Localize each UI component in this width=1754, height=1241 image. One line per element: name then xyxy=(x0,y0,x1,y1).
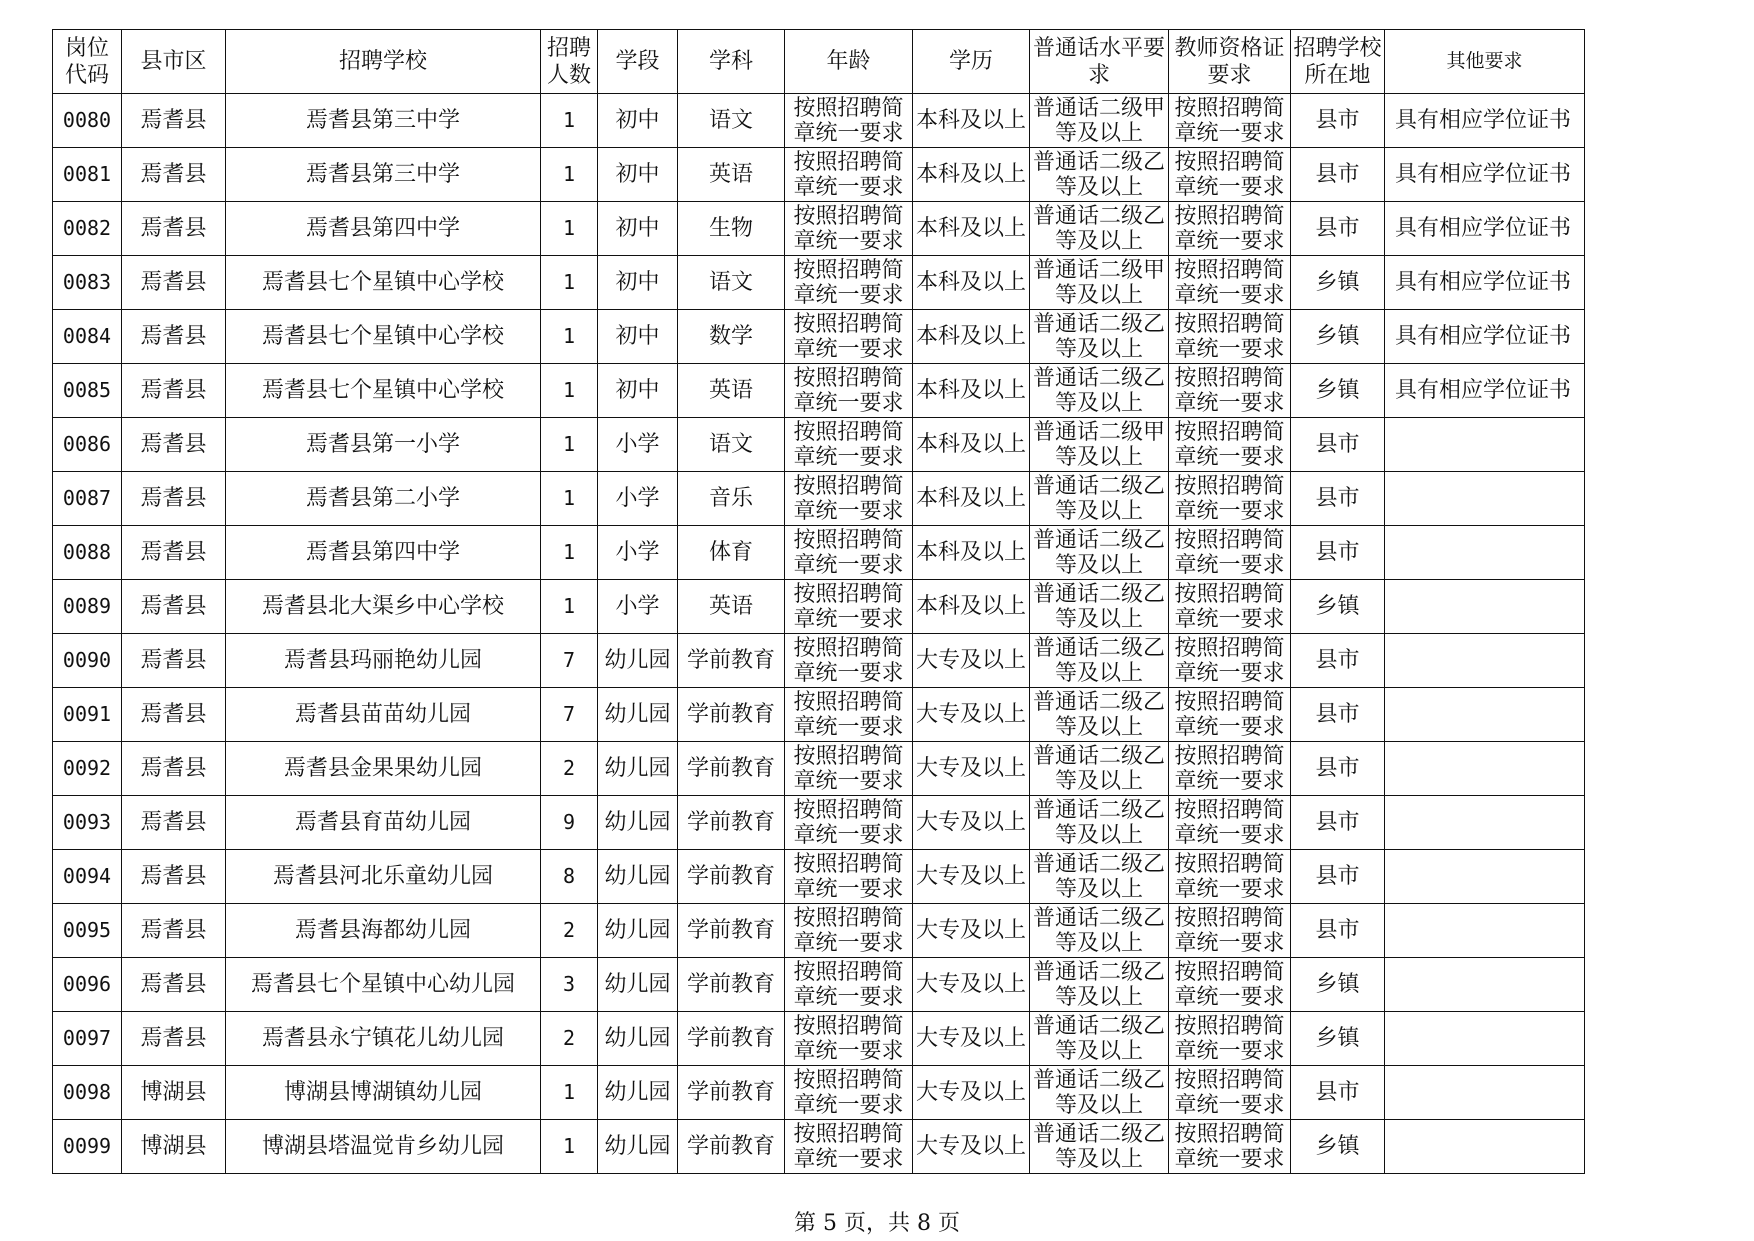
cell-education: 大专及以上 xyxy=(913,742,1030,796)
cell-code: 0083 xyxy=(53,256,122,310)
cell-location: 乡镇 xyxy=(1291,364,1385,418)
cell-age: 按照招聘简章统一要求 xyxy=(785,1120,913,1174)
cell-subject: 学前教育 xyxy=(678,796,785,850)
cell-count: 1 xyxy=(541,580,598,634)
cell-count: 9 xyxy=(541,796,598,850)
cell-other xyxy=(1385,634,1585,688)
cell-county: 焉耆县 xyxy=(122,310,226,364)
header-cell-certificate: 教师资格证要求 xyxy=(1169,30,1291,94)
header-cell-age: 年龄 xyxy=(785,30,913,94)
cell-county: 焉耆县 xyxy=(122,742,226,796)
cell-county: 焉耆县 xyxy=(122,904,226,958)
cell-school: 焉耆县第二小学 xyxy=(226,472,541,526)
cell-age: 按照招聘简章统一要求 xyxy=(785,202,913,256)
cell-other: 具有相应学位证书 xyxy=(1385,256,1585,310)
header-row xyxy=(53,30,1585,94)
cell-stage: 幼儿园 xyxy=(598,634,678,688)
cell-count: 1 xyxy=(541,310,598,364)
cell-other xyxy=(1385,472,1585,526)
cell-stage: 幼儿园 xyxy=(598,1012,678,1066)
cell-school: 焉耆县玛丽艳幼儿园 xyxy=(226,634,541,688)
cell-count: 7 xyxy=(541,688,598,742)
cell-certificate: 按照招聘简章统一要求 xyxy=(1169,742,1291,796)
cell-school: 焉耆县永宁镇花儿幼儿园 xyxy=(226,1012,541,1066)
cell-county: 焉耆县 xyxy=(122,958,226,1012)
cell-code: 0085 xyxy=(53,364,122,418)
cell-subject: 英语 xyxy=(678,148,785,202)
cell-age: 按照招聘简章统一要求 xyxy=(785,904,913,958)
header-cell-code: 岗位代码 xyxy=(53,30,122,94)
cell-count: 1 xyxy=(541,256,598,310)
cell-other xyxy=(1385,1012,1585,1066)
cell-county: 焉耆县 xyxy=(122,202,226,256)
header-cell-county: 县市区 xyxy=(122,30,226,94)
cell-code: 0088 xyxy=(53,526,122,580)
cell-education: 大专及以上 xyxy=(913,688,1030,742)
cell-location: 乡镇 xyxy=(1291,256,1385,310)
cell-stage: 初中 xyxy=(598,310,678,364)
cell-age: 按照招聘简章统一要求 xyxy=(785,418,913,472)
cell-school: 焉耆县七个星镇中心学校 xyxy=(226,310,541,364)
cell-certificate: 按照招聘简章统一要求 xyxy=(1169,1012,1291,1066)
cell-location: 县市 xyxy=(1291,526,1385,580)
cell-age: 按照招聘简章统一要求 xyxy=(785,850,913,904)
cell-education: 大专及以上 xyxy=(913,850,1030,904)
cell-count: 7 xyxy=(541,634,598,688)
cell-education: 本科及以上 xyxy=(913,310,1030,364)
cell-stage: 幼儿园 xyxy=(598,1066,678,1120)
cell-mandarin: 普通话二级乙等及以上 xyxy=(1030,1012,1169,1066)
cell-other xyxy=(1385,1120,1585,1174)
cell-subject: 音乐 xyxy=(678,472,785,526)
cell-mandarin: 普通话二级乙等及以上 xyxy=(1030,148,1169,202)
cell-education: 大专及以上 xyxy=(913,1066,1030,1120)
cell-stage: 小学 xyxy=(598,580,678,634)
cell-code: 0089 xyxy=(53,580,122,634)
cell-certificate: 按照招聘简章统一要求 xyxy=(1169,688,1291,742)
cell-mandarin: 普通话二级乙等及以上 xyxy=(1030,796,1169,850)
cell-subject: 学前教育 xyxy=(678,1066,785,1120)
cell-code: 0090 xyxy=(53,634,122,688)
cell-other: 具有相应学位证书 xyxy=(1385,202,1585,256)
cell-count: 1 xyxy=(541,94,598,148)
cell-school: 焉耆县七个星镇中心幼儿园 xyxy=(226,958,541,1012)
header-cell-education: 学历 xyxy=(913,30,1030,94)
cell-count: 1 xyxy=(541,1120,598,1174)
cell-subject: 数学 xyxy=(678,310,785,364)
cell-county: 焉耆县 xyxy=(122,472,226,526)
cell-county: 博湖县 xyxy=(122,1120,226,1174)
table-row xyxy=(53,580,1585,634)
cell-other: 具有相应学位证书 xyxy=(1385,148,1585,202)
table-row xyxy=(53,634,1585,688)
cell-count: 1 xyxy=(541,148,598,202)
cell-mandarin: 普通话二级乙等及以上 xyxy=(1030,1066,1169,1120)
cell-subject: 学前教育 xyxy=(678,1120,785,1174)
cell-school: 焉耆县第四中学 xyxy=(226,526,541,580)
cell-mandarin: 普通话二级乙等及以上 xyxy=(1030,202,1169,256)
cell-county: 焉耆县 xyxy=(122,1012,226,1066)
cell-certificate: 按照招聘简章统一要求 xyxy=(1169,418,1291,472)
cell-other xyxy=(1385,796,1585,850)
cell-code: 0080 xyxy=(53,94,122,148)
cell-age: 按照招聘简章统一要求 xyxy=(785,94,913,148)
cell-other xyxy=(1385,850,1585,904)
cell-county: 焉耆县 xyxy=(122,526,226,580)
cell-count: 3 xyxy=(541,958,598,1012)
cell-stage: 幼儿园 xyxy=(598,742,678,796)
cell-count: 2 xyxy=(541,742,598,796)
cell-education: 大专及以上 xyxy=(913,904,1030,958)
cell-age: 按照招聘简章统一要求 xyxy=(785,796,913,850)
cell-certificate: 按照招聘简章统一要求 xyxy=(1169,1066,1291,1120)
cell-mandarin: 普通话二级乙等及以上 xyxy=(1030,634,1169,688)
cell-county: 焉耆县 xyxy=(122,850,226,904)
cell-mandarin: 普通话二级甲等及以上 xyxy=(1030,418,1169,472)
cell-certificate: 按照招聘简章统一要求 xyxy=(1169,1120,1291,1174)
cell-stage: 幼儿园 xyxy=(598,688,678,742)
cell-subject: 学前教育 xyxy=(678,904,785,958)
cell-education: 大专及以上 xyxy=(913,1012,1030,1066)
cell-age: 按照招聘简章统一要求 xyxy=(785,688,913,742)
cell-stage: 幼儿园 xyxy=(598,796,678,850)
cell-education: 大专及以上 xyxy=(913,796,1030,850)
cell-location: 县市 xyxy=(1291,850,1385,904)
cell-location: 县市 xyxy=(1291,796,1385,850)
cell-age: 按照招聘简章统一要求 xyxy=(785,256,913,310)
cell-location: 县市 xyxy=(1291,742,1385,796)
cell-school: 焉耆县七个星镇中心学校 xyxy=(226,256,541,310)
cell-education: 大专及以上 xyxy=(913,958,1030,1012)
cell-code: 0099 xyxy=(53,1120,122,1174)
cell-mandarin: 普通话二级乙等及以上 xyxy=(1030,742,1169,796)
cell-stage: 小学 xyxy=(598,418,678,472)
cell-mandarin: 普通话二级乙等及以上 xyxy=(1030,472,1169,526)
cell-subject: 语文 xyxy=(678,256,785,310)
cell-subject: 学前教育 xyxy=(678,1012,785,1066)
cell-subject: 语文 xyxy=(678,94,785,148)
table-row xyxy=(53,904,1585,958)
cell-subject: 学前教育 xyxy=(678,850,785,904)
table-row xyxy=(53,850,1585,904)
cell-stage: 幼儿园 xyxy=(598,904,678,958)
cell-count: 1 xyxy=(541,472,598,526)
cell-location: 县市 xyxy=(1291,94,1385,148)
cell-code: 0086 xyxy=(53,418,122,472)
cell-mandarin: 普通话二级乙等及以上 xyxy=(1030,958,1169,1012)
cell-certificate: 按照招聘简章统一要求 xyxy=(1169,526,1291,580)
cell-code: 0082 xyxy=(53,202,122,256)
cell-certificate: 按照招聘简章统一要求 xyxy=(1169,202,1291,256)
table-row xyxy=(53,526,1585,580)
cell-stage: 初中 xyxy=(598,148,678,202)
cell-mandarin: 普通话二级乙等及以上 xyxy=(1030,364,1169,418)
cell-education: 本科及以上 xyxy=(913,202,1030,256)
cell-mandarin: 普通话二级甲等及以上 xyxy=(1030,94,1169,148)
cell-certificate: 按照招聘简章统一要求 xyxy=(1169,580,1291,634)
cell-education: 本科及以上 xyxy=(913,364,1030,418)
cell-education: 本科及以上 xyxy=(913,148,1030,202)
cell-school: 焉耆县河北乐童幼儿园 xyxy=(226,850,541,904)
cell-subject: 英语 xyxy=(678,364,785,418)
cell-location: 县市 xyxy=(1291,202,1385,256)
cell-mandarin: 普通话二级乙等及以上 xyxy=(1030,526,1169,580)
table-row xyxy=(53,688,1585,742)
cell-county: 焉耆县 xyxy=(122,580,226,634)
cell-code: 0092 xyxy=(53,742,122,796)
cell-age: 按照招聘简章统一要求 xyxy=(785,1066,913,1120)
header-cell-subject: 学科 xyxy=(678,30,785,94)
header-cell-school: 招聘学校 xyxy=(226,30,541,94)
cell-other xyxy=(1385,418,1585,472)
cell-school: 焉耆县第三中学 xyxy=(226,94,541,148)
table-row xyxy=(53,796,1585,850)
header-cell-count: 招聘人数 xyxy=(541,30,598,94)
table-row xyxy=(53,148,1585,202)
header-cell-stage: 学段 xyxy=(598,30,678,94)
cell-subject: 语文 xyxy=(678,418,785,472)
cell-certificate: 按照招聘简章统一要求 xyxy=(1169,94,1291,148)
cell-school: 焉耆县北大渠乡中心学校 xyxy=(226,580,541,634)
cell-mandarin: 普通话二级乙等及以上 xyxy=(1030,688,1169,742)
cell-certificate: 按照招聘简章统一要求 xyxy=(1169,256,1291,310)
cell-count: 1 xyxy=(541,1066,598,1120)
cell-mandarin: 普通话二级甲等及以上 xyxy=(1030,256,1169,310)
cell-county: 焉耆县 xyxy=(122,796,226,850)
cell-location: 县市 xyxy=(1291,634,1385,688)
table-row xyxy=(53,958,1585,1012)
table-row xyxy=(53,310,1585,364)
cell-other xyxy=(1385,958,1585,1012)
cell-education: 本科及以上 xyxy=(913,472,1030,526)
cell-count: 2 xyxy=(541,1012,598,1066)
header-cell-location xyxy=(1291,30,1385,94)
cell-age: 按照招聘简章统一要求 xyxy=(785,472,913,526)
cell-education: 大专及以上 xyxy=(913,1120,1030,1174)
cell-code: 0084 xyxy=(53,310,122,364)
cell-school: 焉耆县育苗幼儿园 xyxy=(226,796,541,850)
cell-county: 焉耆县 xyxy=(122,256,226,310)
cell-certificate: 按照招聘简章统一要求 xyxy=(1169,472,1291,526)
cell-other: 具有相应学位证书 xyxy=(1385,310,1585,364)
cell-stage: 小学 xyxy=(598,472,678,526)
cell-stage: 初中 xyxy=(598,202,678,256)
cell-subject: 学前教育 xyxy=(678,688,785,742)
cell-school: 焉耆县第三中学 xyxy=(226,148,541,202)
cell-location: 乡镇 xyxy=(1291,1120,1385,1174)
header-cell-other: 其他要求 xyxy=(1385,30,1585,94)
cell-education: 本科及以上 xyxy=(913,418,1030,472)
cell-school: 焉耆县海都幼儿园 xyxy=(226,904,541,958)
cell-subject: 体育 xyxy=(678,526,785,580)
cell-school: 焉耆县七个星镇中心学校 xyxy=(226,364,541,418)
table-row xyxy=(53,742,1585,796)
cell-school: 焉耆县苗苗幼儿园 xyxy=(226,688,541,742)
cell-certificate: 按照招聘简章统一要求 xyxy=(1169,904,1291,958)
cell-certificate: 按照招聘简章统一要求 xyxy=(1169,634,1291,688)
cell-stage: 初中 xyxy=(598,94,678,148)
table-row xyxy=(53,1066,1585,1120)
cell-location: 乡镇 xyxy=(1291,580,1385,634)
cell-school: 焉耆县第一小学 xyxy=(226,418,541,472)
cell-mandarin: 普通话二级乙等及以上 xyxy=(1030,1120,1169,1174)
table-row xyxy=(53,94,1585,148)
cell-code: 0096 xyxy=(53,958,122,1012)
cell-location: 县市 xyxy=(1291,472,1385,526)
cell-code: 0093 xyxy=(53,796,122,850)
cell-other xyxy=(1385,904,1585,958)
cell-stage: 初中 xyxy=(598,256,678,310)
cell-count: 2 xyxy=(541,904,598,958)
cell-other: 具有相应学位证书 xyxy=(1385,94,1585,148)
header-cell-mandarin: 普通话水平要求 xyxy=(1030,30,1169,94)
cell-age: 按照招聘简章统一要求 xyxy=(785,958,913,1012)
cell-location: 乡镇 xyxy=(1291,1012,1385,1066)
cell-certificate: 按照招聘简章统一要求 xyxy=(1169,364,1291,418)
cell-education: 本科及以上 xyxy=(913,94,1030,148)
cell-count: 1 xyxy=(541,418,598,472)
cell-subject: 学前教育 xyxy=(678,742,785,796)
cell-county: 焉耆县 xyxy=(122,418,226,472)
cell-mandarin: 普通话二级乙等及以上 xyxy=(1030,310,1169,364)
cell-code: 0087 xyxy=(53,472,122,526)
cell-other xyxy=(1385,1066,1585,1120)
cell-code: 0095 xyxy=(53,904,122,958)
cell-age: 按照招聘简章统一要求 xyxy=(785,526,913,580)
cell-other xyxy=(1385,526,1585,580)
cell-county: 焉耆县 xyxy=(122,148,226,202)
cell-location: 县市 xyxy=(1291,688,1385,742)
cell-stage: 小学 xyxy=(598,526,678,580)
cell-code: 0094 xyxy=(53,850,122,904)
table-row xyxy=(53,1120,1585,1174)
cell-subject: 生物 xyxy=(678,202,785,256)
header-cell-location-text: 招聘学校所在地 xyxy=(1293,35,1382,88)
cell-mandarin: 普通话二级乙等及以上 xyxy=(1030,580,1169,634)
cell-count: 1 xyxy=(541,202,598,256)
cell-location: 乡镇 xyxy=(1291,310,1385,364)
cell-other: 具有相应学位证书 xyxy=(1385,364,1585,418)
cell-location: 县市 xyxy=(1291,904,1385,958)
table-row xyxy=(53,256,1585,310)
cell-certificate: 按照招聘简章统一要求 xyxy=(1169,310,1291,364)
cell-location: 县市 xyxy=(1291,148,1385,202)
cell-school: 博湖县塔温觉肯乡幼儿园 xyxy=(226,1120,541,1174)
cell-code: 0091 xyxy=(53,688,122,742)
cell-other xyxy=(1385,688,1585,742)
cell-county: 焉耆县 xyxy=(122,688,226,742)
cell-certificate: 按照招聘简章统一要求 xyxy=(1169,850,1291,904)
cell-stage: 初中 xyxy=(598,364,678,418)
cell-count: 1 xyxy=(541,364,598,418)
cell-age: 按照招聘简章统一要求 xyxy=(785,634,913,688)
cell-mandarin: 普通话二级乙等及以上 xyxy=(1030,850,1169,904)
cell-age: 按照招聘简章统一要求 xyxy=(785,148,913,202)
cell-other xyxy=(1385,580,1585,634)
cell-school: 博湖县博湖镇幼儿园 xyxy=(226,1066,541,1120)
cell-stage: 幼儿园 xyxy=(598,850,678,904)
cell-subject: 英语 xyxy=(678,580,785,634)
cell-county: 焉耆县 xyxy=(122,364,226,418)
cell-age: 按照招聘简章统一要求 xyxy=(785,364,913,418)
cell-education: 本科及以上 xyxy=(913,580,1030,634)
cell-location: 乡镇 xyxy=(1291,958,1385,1012)
cell-certificate: 按照招聘简章统一要求 xyxy=(1169,796,1291,850)
cell-education: 本科及以上 xyxy=(913,526,1030,580)
cell-certificate: 按照招聘简章统一要求 xyxy=(1169,958,1291,1012)
cell-county: 博湖县 xyxy=(122,1066,226,1120)
cell-stage: 幼儿园 xyxy=(598,1120,678,1174)
cell-age: 按照招聘简章统一要求 xyxy=(785,1012,913,1066)
cell-county: 焉耆县 xyxy=(122,94,226,148)
table-row xyxy=(53,472,1585,526)
cell-location: 县市 xyxy=(1291,418,1385,472)
cell-school: 焉耆县第四中学 xyxy=(226,202,541,256)
cell-stage: 幼儿园 xyxy=(598,958,678,1012)
cell-education: 大专及以上 xyxy=(913,634,1030,688)
table-row xyxy=(53,418,1585,472)
table-row xyxy=(53,202,1585,256)
cell-certificate: 按照招聘简章统一要求 xyxy=(1169,148,1291,202)
cell-subject: 学前教育 xyxy=(678,958,785,1012)
cell-count: 8 xyxy=(541,850,598,904)
recruitment-table xyxy=(52,29,1585,1174)
cell-county: 焉耆县 xyxy=(122,634,226,688)
table-row xyxy=(53,364,1585,418)
cell-location: 县市 xyxy=(1291,1066,1385,1120)
cell-code: 0098 xyxy=(53,1066,122,1120)
cell-mandarin: 普通话二级乙等及以上 xyxy=(1030,904,1169,958)
cell-education: 本科及以上 xyxy=(913,256,1030,310)
cell-school: 焉耆县金果果幼儿园 xyxy=(226,742,541,796)
cell-subject: 学前教育 xyxy=(678,634,785,688)
cell-age: 按照招聘简章统一要求 xyxy=(785,580,913,634)
cell-code: 0097 xyxy=(53,1012,122,1066)
cell-count: 1 xyxy=(541,526,598,580)
cell-code: 0081 xyxy=(53,148,122,202)
cell-age: 按照招聘简章统一要求 xyxy=(785,742,913,796)
cell-other xyxy=(1385,742,1585,796)
cell-age: 按照招聘简章统一要求 xyxy=(785,310,913,364)
table-row xyxy=(53,1012,1585,1066)
page-footer: 第 5 页，共 8 页 xyxy=(794,1211,960,1236)
